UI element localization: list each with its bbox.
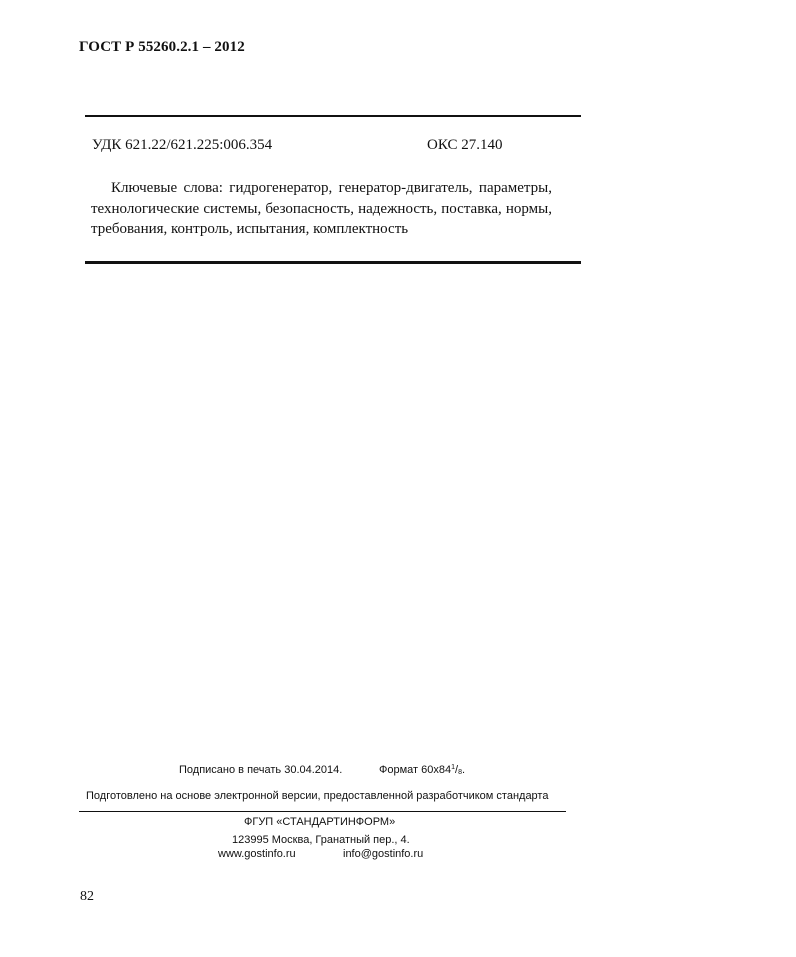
- imprint-divider: [79, 811, 566, 812]
- keywords-paragraph: Ключевые слова: гидрогенератор, генератор-двигатель, параметры, технологические системы, безопасность, надежность, поставка, нормы, требования, контроль, испытания, комплектность: [91, 180, 552, 237]
- publisher-name: ФГУП «СТАНДАРТИНФОРМ»: [244, 816, 396, 828]
- publisher-email: info@gostinfo.ru: [343, 848, 424, 860]
- format-denominator: 8: [458, 769, 462, 776]
- page-number: 82: [80, 889, 94, 904]
- standard-designation: ГОСТ Р 55260.2.1 – 2012: [79, 39, 245, 55]
- format-suffix: .: [461, 764, 466, 776]
- publisher-address: 123995 Москва, Гранатный пер., 4.: [232, 834, 410, 846]
- udk-code: УДК 621.22/621.225:006.354: [92, 137, 273, 153]
- signed-for-print: Подписано в печать 30.04.2014.: [179, 764, 343, 776]
- bottom-divider: [85, 261, 581, 264]
- prepared-note: Подготовлено на основе электронной версии, предоставленной разработчиком стандарта: [86, 790, 549, 802]
- publisher-website: www.gostinfo.ru: [218, 848, 296, 860]
- format-numerator: 1: [451, 764, 456, 771]
- paper-format: Формат $60x84^1/8$.: [379, 764, 466, 776]
- oks-code: ОКС 27.140: [427, 137, 503, 153]
- top-divider: [85, 115, 581, 117]
- format-prefix: Формат 60x84: [379, 764, 452, 776]
